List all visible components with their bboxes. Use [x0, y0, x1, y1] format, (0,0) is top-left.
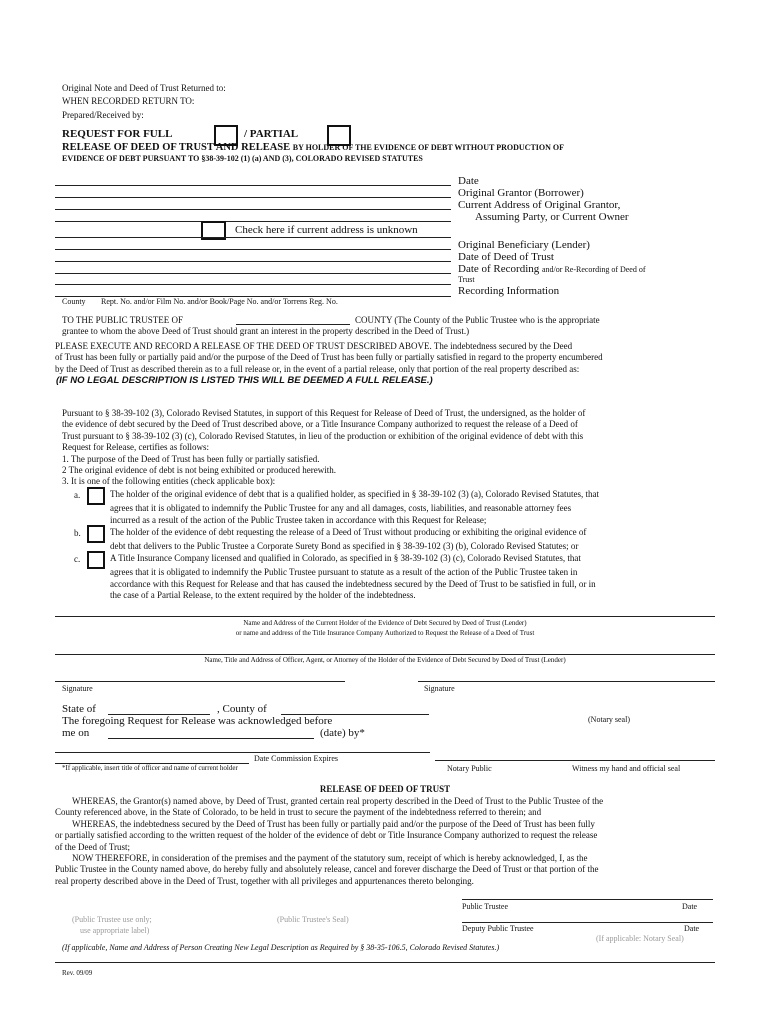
grantee-note: grantee to whom the above Deed of Trust should grant an interest in the property described in the Deed of Trust.) — [62, 326, 470, 336]
holder-line[interactable] — [55, 616, 715, 617]
officer-line[interactable] — [55, 654, 715, 655]
trustee-notary-seal-label: (If applicable: Notary Seal) — [596, 934, 684, 943]
county-label: County — [62, 297, 86, 306]
release-heading: RELEASE OF DEED OF TRUST — [319, 784, 451, 794]
officer-caption: Name, Title and Address of Officer, Agent, or Attorney of the Holder of the Evidence of Debt Secured by Deed of Trust (Lender) — [204, 656, 566, 664]
deputy-trustee-line[interactable] — [462, 922, 713, 923]
option-a-text: The holder of the original evidence of debt that is a qualified holder, as specified in § 38-39-102 (3) (a), Colorado Revised Statutes, that agrees that it is obligated to indemnify the Public Trustee for any and all damages, costs, liabilities, and reasonable attorney fees incurred as a result of the action of the Public Trustee taken in accordance with this Request for Release; — [110, 489, 599, 525]
recording-date-label: Date of Recording and/or Re-Recording of Deed of — [458, 263, 646, 275]
holder-caption-2: or name and address of the Title Insurance Company Authorized to Request the Release of a Deed of Trust — [235, 629, 535, 637]
rept-label: Rept. No. and/or Film No. and/or Book/Page No. and/or Torrens Reg. No. — [101, 297, 338, 306]
release-paragraph: WHEREAS, the Grantor(s) named above, by Deed of Trust, granted certain real property described in the Deed of Trust to the Public Trustee of the County referenced above, in the State of Colorado, to be held in trust to secure the payment of the indebtedness referred to therein; and WHEREAS, the indebtedness secured by the Deed of Trust has been fully or partially paid and/or the purpose of the Deed of Trust has been fully or partially satisfied according to the written request of the holder of the evidence of debt or Title Insurance Company authorized to request the release of the Deed of Trust; NOW THEREFORE, in consideration of the premises and the payment of the statutory sum, receipt of which is hereby acknowledged, I, as the Public Trustee in the County named above, do hereby fully and absolutely release, cancel and forever discharge the Deed of Trust or that portion of the real property described above in the Deed of Trust, together with all privileges and appurtenances thereto belonging. — [55, 796, 604, 886]
signature-line-2[interactable] — [418, 681, 715, 682]
public-trustee-of: TO THE PUBLIC TRUSTEE OF — [62, 315, 184, 325]
officer-footnote: *If applicable, insert title of officer and name of current holder — [62, 764, 238, 772]
public-trustee-label: Public Trustee — [462, 902, 509, 911]
officer-name-field[interactable] — [55, 752, 430, 753]
option-c-checkbox[interactable] — [87, 551, 105, 569]
notary-public-label: Notary Public — [447, 764, 492, 773]
address-line-1[interactable] — [55, 209, 451, 210]
trustee-use-only-label: (Public Trustee use only; — [72, 915, 152, 924]
commission-label: Date Commission Expires — [254, 754, 338, 763]
pursuant-paragraph: Pursuant to § 38-39-102 (3), Colorado Revised Statutes, in support of this Request for Release of Deed of Trust, the undersigned, as the holder of the evidence of debt secured by the Deed of Trust described above, or a Title Insurance Company authorized to request the release of a Deed of Trust pursuant to § 38-39-102 (3) (c), Colorado Revised Statutes, in lieu of the production or exhibition of the original evidence of debt with this Request for Release, certifies as follows: 1. The purpose of the Deed of Trust has been fully or partially satisfied. 2 The original evidence of debt is not being exhibited or produced herewith. 3. It is one of the following entities (check applicable box): — [62, 408, 586, 487]
option-c-label: c. — [74, 554, 81, 564]
option-b-text: The holder of the evidence of debt requesting the release of a Deed of Trust without producing or exhibiting the original evidence of debt that delivers to the Public Trustee a Corporate Surety Bond as specified in § 38-39-102 (3) (b), Colorado Revised Statutes; or — [110, 527, 587, 552]
grantor-line[interactable] — [55, 197, 451, 198]
signature-label-2: Signature — [424, 684, 455, 693]
form-title: RELEASE OF DEED OF TRUST AND RELEASE BY HOLDER OF THE EVIDENCE OF DEBT WITHOUT PRODUCTION OF — [62, 142, 565, 153]
grantor-label: Original Grantor (Borrower) — [458, 187, 584, 199]
acknowledged-date-field[interactable] — [108, 738, 314, 739]
state-of-label: State of — [62, 703, 96, 715]
recording-date-label-trust: Trust — [458, 275, 475, 284]
prepared-by-label: Prepared/Received by: — [62, 110, 144, 120]
county-field[interactable] — [236, 324, 350, 325]
deed-date-label: Date of Deed of Trust — [458, 251, 554, 263]
public-trustee-date-label: Date — [682, 902, 698, 911]
trustee-seal-label: (Public Trustee's Seal) — [277, 915, 349, 924]
recording-info-label: Recording Information — [458, 285, 560, 297]
public-trustee-county: COUNTY (The County of the Public Trustee who is the appropriate — [355, 315, 600, 325]
date-line[interactable] — [55, 185, 451, 186]
date-label: Date — [458, 175, 479, 187]
date-by-label: (date) by* — [320, 727, 365, 739]
option-a-label: a. — [74, 490, 81, 500]
deputy-date-label: Date — [684, 924, 700, 933]
notary-seal-label: (Notary seal) — [588, 715, 630, 724]
public-trustee-line[interactable] — [462, 899, 713, 900]
request-full-label: REQUEST FOR FULL — [62, 128, 173, 140]
deed-date-line[interactable] — [55, 261, 451, 262]
option-b-checkbox[interactable] — [87, 525, 105, 543]
signature-label-1: Signature — [62, 684, 93, 693]
notary-signature-line[interactable] — [435, 760, 715, 761]
holder-caption-1: Name and Address of the Current Holder of the Evidence of Debt Secured by Deed of Trust (Lender) — [243, 619, 527, 627]
execute-paragraph: PLEASE EXECUTE AND RECORD A RELEASE OF THE DEED OF TRUST DESCRIBED ABOVE. The indebtedness secured by the Deed of Trust has been fully or partially paid and/or the purpose of the Deed of Trust has been fully or partially satisfied in regard to the property encumbered by the Deed of Trust as described therein as to a full release or, in the event of a partial release, only that portion of the real property described as: — [55, 341, 603, 374]
option-b-label: b. — [74, 528, 81, 538]
request-partial-label: / PARTIAL — [244, 128, 299, 140]
returned-to-label: Original Note and Deed of Trust Returned to: — [62, 83, 226, 93]
revision-label: Rev. 09/09 — [62, 969, 93, 977]
witness-label: Witness my hand and official seal — [572, 764, 681, 773]
beneficiary-label: Original Beneficiary (Lender) — [458, 239, 590, 251]
trustee-use-label-label: use appropriate label) — [80, 926, 150, 935]
when-recorded-label: WHEN RECORDED RETURN TO: — [62, 96, 195, 106]
county-of-label: , County of — [217, 703, 267, 715]
option-c-text: A Title Insurance Company licensed and qualified in Colorado, as specified in § 38-39-102 (3) (c), Colorado Revised Statutes, that agrees that it is obligated to indemnify the Public Trustee pursuant to statute as a result of the action of the Public Trustee taken in accordance with this Request for Release and that has caused the indebtedness secured by the Deed of Trust to be satisfied in full, or in the case of a Partial Release, to the extent required by the holder of the indebtedness. — [110, 553, 596, 601]
option-a-checkbox[interactable] — [87, 487, 105, 505]
signature-line-1[interactable] — [55, 681, 345, 682]
address-label-2: Assuming Party, or Current Owner — [475, 211, 629, 223]
deputy-trustee-label: Deputy Public Trustee — [462, 924, 534, 933]
beneficiary-line[interactable] — [55, 249, 451, 250]
recording-info-line[interactable] — [55, 284, 451, 285]
address-line-3[interactable] — [55, 237, 451, 238]
address-unknown-label: Check here if current address is unknown — [235, 224, 418, 236]
address-line-2[interactable] — [55, 221, 451, 222]
me-on-label: me on — [62, 727, 90, 739]
legal-description-footnote: (If applicable, Name and Address of Person Creating New Legal Description as Required by § 38-35-106.5, Colorado Revised Statutes.) — [62, 943, 500, 952]
full-release-warning: (IF NO LEGAL DESCRIPTION IS LISTED THIS WILL BE DEEMED A FULL RELEASE.) — [56, 375, 433, 386]
form-title-line2: EVIDENCE OF DEBT PURSUANT TO §38-39-102 (1) (a) AND (3), COLORADO REVISED STATUTES — [62, 154, 423, 163]
address-label-1: Current Address of Original Grantor, — [458, 199, 621, 211]
footer-rule — [55, 962, 715, 963]
recording-date-line[interactable] — [55, 273, 451, 274]
foregoing-label: The foregoing Request for Release was acknowledged before — [62, 715, 333, 727]
